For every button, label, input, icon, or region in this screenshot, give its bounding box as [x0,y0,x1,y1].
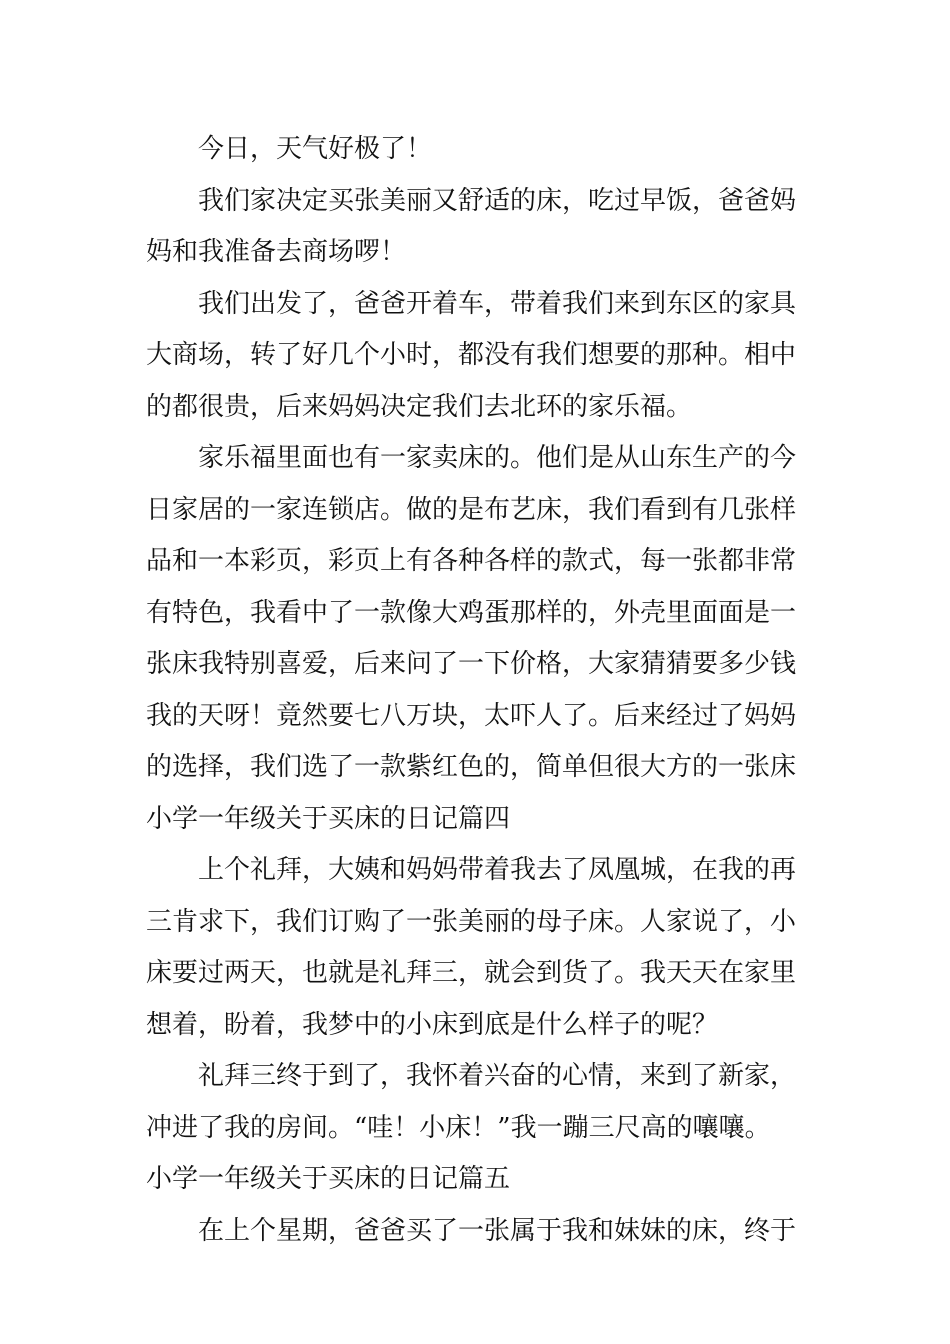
text-line: 的选择，我们选了一款紫红色的，简单但很大方的一张床 [146,752,797,782]
text-line: 我的天呀！竟然要七八万块，太吓人了。后来经过了妈妈 [146,700,797,731]
section-heading [146,794,808,846]
document-body [146,124,808,1257]
section-heading [146,1154,808,1206]
paragraph [146,124,808,176]
text-line: 上个礼拜，大姨和妈妈带着我去了凤凰城，在我的再 [198,855,797,885]
text-line: 妈和我准备去商场啰！ [146,237,407,267]
text-line: 今日，天气好极了！ [198,134,433,164]
text-line: 日家居的一家连锁店。做的是布艺床，我们看到有几张样 [146,494,797,525]
paragraph [146,1206,808,1258]
text-line: 家乐福里面也有一家卖床的。他们是从山东生产的今 [198,443,797,473]
text-line: 冲进了我的房间。“哇！小床！”我一蹦三尺高的嚷嚷。 [146,1112,771,1143]
text-line: 礼拜三终于到了，我怀着兴奋的心情，来到了新家， [198,1061,797,1091]
text-line: 的都很贵，后来妈妈决定我们去北环的家乐福。 [146,391,693,422]
text-line: 小学一年级关于买床的日记篇四 [146,803,511,834]
paragraph [146,176,808,279]
text-line: 小学一年级关于买床的日记篇五 [146,1164,511,1194]
text-line: 在上个星期，爸爸买了一张属于我和妹妹的床，终于 [198,1215,797,1246]
paragraph [146,279,808,434]
paragraph [146,1051,808,1154]
text-line: 床要过两天，也就是礼拜三，就会到货了。我天天在家里 [146,958,797,988]
text-line: 有特色，我看中了一款像大鸡蛋那样的，外壳里面面是一 [146,597,797,628]
paragraph [146,433,808,794]
text-line: 张床我特别喜爱，后来问了一下价格，大家猜猜要多少钱 [146,649,797,679]
text-line: 我们家决定买张美丽又舒适的床，吃过早饭，爸爸妈 [198,185,797,216]
text-line: 想着，盼着，我梦中的小床到底是什么样子的呢？ [146,1009,719,1040]
paragraph [146,845,808,1051]
text-line: 大商场，转了好几个小时，都没有我们想要的那种。相中 [146,340,797,370]
text-line: 我们出发了，爸爸开着车，带着我们来到东区的家具 [198,288,797,319]
text-line: 三肯求下，我们订购了一张美丽的母子床。人家说了，小 [146,906,797,937]
text-line: 品和一本彩页，彩页上有各种各样的款式，每一张都非常 [146,546,797,576]
